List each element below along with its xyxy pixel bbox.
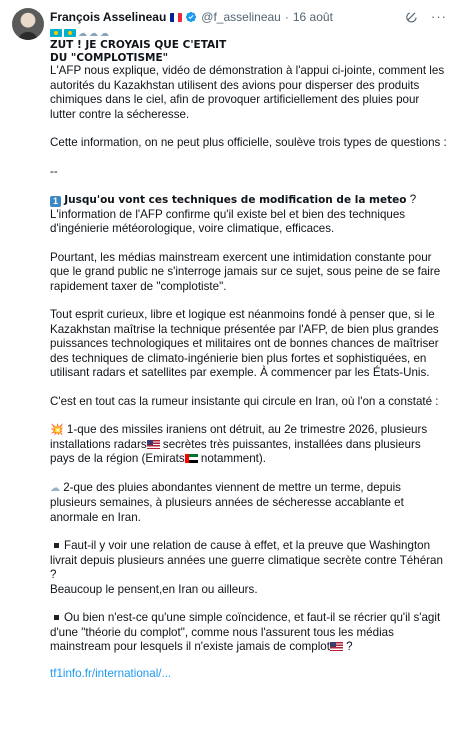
- more-icon[interactable]: ···: [431, 9, 447, 24]
- tweet-link[interactable]: tf1info.fr/international/...: [50, 666, 172, 680]
- separator-text: --: [50, 164, 58, 178]
- author-handle[interactable]: @f_asselineau: [201, 10, 281, 24]
- cloud-rain-icon: ☁: [89, 28, 98, 38]
- list-item-missiles-text-a: 1-que des missiles iraniens ont détruit, au 2e trimestre 2026, plusieurs installations radars: [50, 423, 428, 451]
- flag-us-icon: [147, 440, 160, 449]
- header-separator: ·: [284, 10, 289, 24]
- list-item-rain-text: 2-que des pluies abondantes viennent de mettre un terme, depuis plusieurs semaines, à plusieurs années de sécheresse accablante et anormale en Iran.: [50, 480, 404, 524]
- paragraph-curious: Tout esprit curieux, libre et logique est néanmoins fondé à penser que, si le Kazakhstan maîtrise la technique présentée par l'AFP, de bien plus grandes puissances technologiques et militaires ont de bonnes chances de maîtriser des techniques de climato-ingénierie bien plus fortes et sophistiquées, en utilisant radars et satellites par exemple. À commencer par les États-Unis.: [50, 308, 439, 379]
- tweet-body: [50, 39, 447, 681]
- flag-kazakhstan-icon: [64, 29, 76, 37]
- section-1-question-mark: ?: [406, 193, 417, 206]
- grok-icon[interactable]: [405, 10, 419, 24]
- cloud-rain-icon: ☁: [100, 28, 109, 38]
- list-item-coincidence-text-a: Ou bien n'est-ce qu'une simple coïncidence, et faut-il se récrier qu'il s'agit d'une "théorie du complot", comme nous l'assurent tous les médias mainstream pour lesquels il n'existe jamais de complot: [50, 611, 441, 653]
- section-1-heading: [50, 193, 447, 208]
- list-item-cause-effect: [50, 539, 447, 583]
- list-item-missiles-text-c: notamment).: [197, 452, 266, 465]
- keycap-1-icon: 1: [50, 196, 61, 207]
- square-bullet-icon: [54, 615, 59, 620]
- flag-france-icon: [170, 13, 182, 22]
- paragraph-questions: Cette information, on ne peut plus officielle, soulève trois types de questions :: [50, 136, 447, 149]
- list-item-cause-effect-text: Faut-il y voir une relation de cause à effet, et la preuve que Washington livrait depuis plusieurs années une guerre climatique secrète contre Téhéran ?: [50, 539, 443, 581]
- list-item-coincidence: [50, 611, 447, 655]
- paragraph-many-think: Beaucoup le pensent,en Iran ou ailleurs.: [50, 582, 258, 596]
- author-name[interactable]: François Asselineau: [50, 10, 167, 24]
- cloud-rain-icon: ☁: [78, 28, 87, 38]
- tweet-title-line-2: DU "COMPLOTISME": [50, 51, 169, 64]
- list-item-coincidence-text-b: ?: [342, 640, 353, 653]
- paragraph-engineering: L'information de l'AFP confirme qu'il existe bel et bien des techniques d'ingénierie météorologique, voire climatique, efficaces.: [50, 207, 406, 235]
- collision-icon: 💥: [50, 424, 64, 436]
- flag-us-icon: [330, 642, 343, 651]
- paragraph-afp: L'AFP nous explique, vidéo de démonstration à l'appui ci-jointe, comment les autorités du Kazakhstan utilisent des avions pour disperser des produits chimiques dans le ciel, afin de provoquer artificiellement des pluies pour lutter contre la sécheresse.: [50, 64, 445, 121]
- verified-badge-icon[interactable]: [185, 11, 197, 23]
- emoji-row: [50, 27, 447, 39]
- flag-uae-icon: [185, 454, 198, 463]
- paragraph-mainstream: Pourtant, les médias mainstream exercent une intimidation constante pour que le grand public ne s'interroge jamais sur ce sujet, sous peine de se faire rapidement taxer de "complotiste".: [50, 250, 441, 293]
- avatar-column: [12, 8, 50, 751]
- tweet-title-line-1: ZUT ! JE CROYAIS QUE C'ETAIT: [50, 39, 227, 51]
- flag-kazakhstan-icon: [50, 29, 62, 37]
- tweet-content: [50, 8, 447, 751]
- avatar[interactable]: [12, 8, 44, 40]
- list-item-missiles-text-b: secrètes très puissantes, installées dans plusieurs pays de la région (Emirats: [50, 437, 421, 465]
- tweet-date[interactable]: 16 août: [292, 10, 333, 24]
- tweet-header: [50, 8, 447, 26]
- paragraph-iran-rumor: C'est en tout cas la rumeur insistante qui circule en Iran, où l'on a constaté :: [50, 394, 439, 408]
- list-item-missiles: [50, 423, 447, 467]
- square-bullet-icon: [54, 543, 59, 548]
- section-1-title: Jusqu'ou vont ces techniques de modification de la meteo: [64, 194, 407, 206]
- cloud-rain-icon: ☁: [50, 482, 60, 494]
- list-item-rain: [50, 481, 447, 526]
